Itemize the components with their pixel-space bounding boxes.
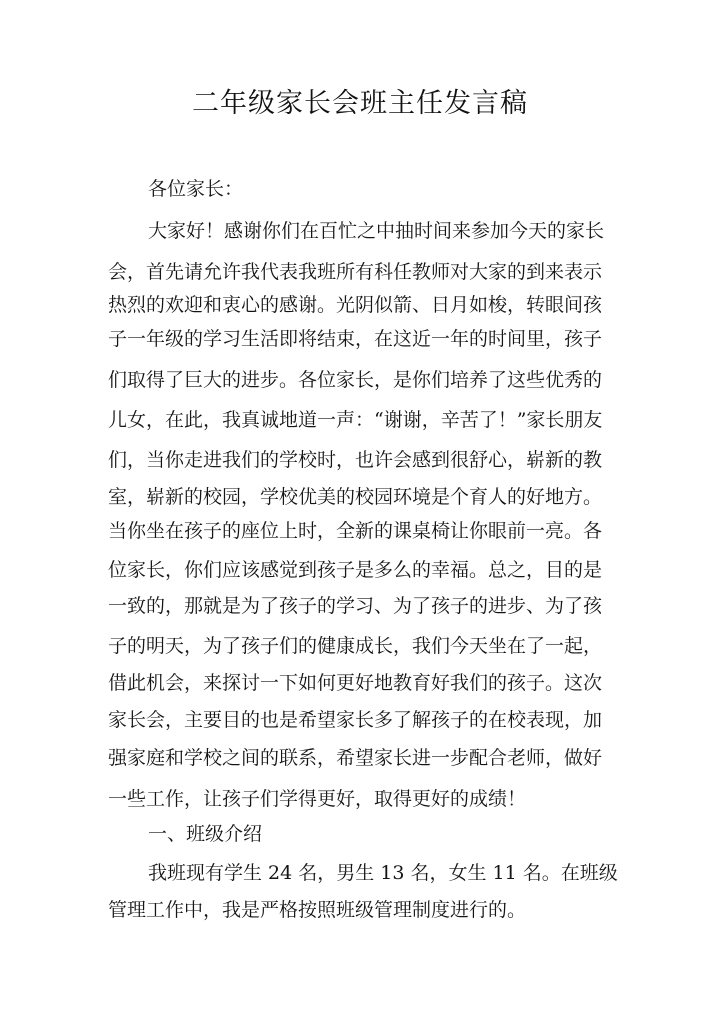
- paragraph-line: 子一年级的学习生活即将结束，在这近一年的时间里，孩子: [108, 328, 603, 350]
- paragraph-line: 子的明天，为了孩子们的健康成长，我们今天坐在了一起，: [108, 635, 603, 657]
- paragraph-line: 大家好！感谢你们在百忙之中抽时间来参加今天的家长: [148, 220, 605, 242]
- paragraph-line: 一些工作，让孩子们学得更好，取得更好的成绩！: [108, 788, 527, 810]
- paragraph-line: 们，当你走进我们的学校时，也许会感到很舒心，崭新的教: [108, 449, 603, 471]
- paragraph-line: 一致的，那就是为了孩子的学习、为了孩子的进步、为了孩: [108, 595, 603, 617]
- paragraph-line: 当你坐在孩子的座位上时，全新的课桌椅让你眼前一亮。各: [108, 520, 603, 542]
- document-title: 二年级家长会班主任发言稿: [192, 88, 528, 119]
- paragraph-line: 儿女，在此，我真诚地道一声：“谢谢，辛苦了！”家长朋友: [108, 409, 603, 431]
- section-line: 管理工作中，我是严格按照班级管理制度进行的。: [108, 899, 527, 921]
- paragraph-line: 家长会，主要目的也是希望家长多了解孩子的在校表现，加: [108, 709, 603, 731]
- section-line: 我班现有学生 24 名，男生 13 名，女生 11 名。在班级: [148, 862, 618, 884]
- paragraph-line: 强家庭和学校之间的联系，希望家长进一步配合老师，做好: [108, 747, 603, 769]
- section-heading: 一、班级介绍: [148, 823, 263, 845]
- salutation: 各位家长：: [148, 178, 244, 200]
- paragraph-line: 借此机会，来探讨一下如何更好地教育好我们的孩子。这次: [108, 672, 603, 694]
- paragraph-line: 热烈的欢迎和衷心的感谢。光阴似箭、日月如梭，转眼间孩: [108, 294, 603, 316]
- paragraph-line: 们取得了巨大的进步。各位家长，是你们培养了这些优秀的: [108, 369, 603, 391]
- paragraph-line: 会，首先请允许我代表我班所有科任教师对大家的到来表示: [108, 261, 603, 283]
- paragraph-line: 室，崭新的校园，学校优美的校园环境是个育人的好地方。: [108, 486, 603, 508]
- paragraph-line: 位家长，你们应该感觉到孩子是多么的幸福。总之，目的是: [108, 559, 603, 581]
